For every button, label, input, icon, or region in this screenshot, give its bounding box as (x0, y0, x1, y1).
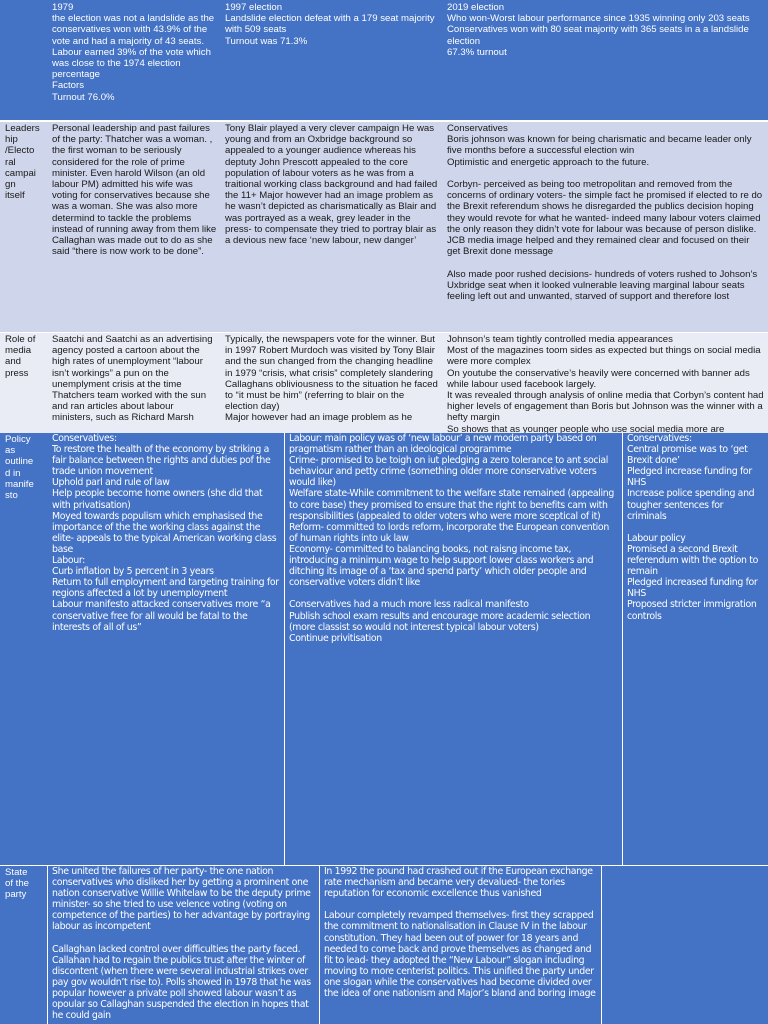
state-2019 (602, 866, 768, 1024)
state-row-label: State of the party (0, 866, 47, 1024)
policy-1979: Conservatives: To restore the health of the economy by striking a fair balance between the rights and duties pof the trade union movement Uphold parl and rule of law Help people become home owners (she did that with privatisation) Moyed towards populism which emphasised the importance of the the working class against the elite- appeals to the typical American working class base Labour: Curb inflation by 5 percent in 3 years Return to full employment and targeting training for regions affected a lot by unemployment Labour manifesto attacked conservatives more “a conservative free for all would be fatal to the interests of all of us” (48, 433, 284, 865)
header-2019: 2019 election Who won-Worst labour performance since 1935 winning only 203 seats Conservatives won with 80 seat majority with 365 seats in a a landslide election 67.3% turnout (443, 0, 768, 120)
policy-2019: Conservatives: Central promise was to ‘get Brexit done’ Pledged increase funding for NHS Increase police spending and tougher sentences for criminals Labour policy Promised a second Brexit referendum with the option to remain Pledged increased funding for NHS Proposed stricter immigration controls (623, 433, 768, 865)
leadership-2019: Conservatives Boris johnson was known for being charismatic and became leader only five months before a successful election win Optimistic and energetic approach to the future. Corbyn- perceived as being too metropolitan and removed from the concerns of ordinary voters- the simple fact he promised if elected to re do the Brexit referendum shows he disregarded the publics decision hoping they would revote for what he wanted- indeed many labour voters claimed the only reason they didn’t vote for labour was because of person dislike. JCB media image helped and they remained clear and focused on their get Brexit done message Also made poor rushed decisions- hundreds of voters rushed to Johson’s Uxbridge seat when it looked vulnerable leaving marginal labour seats feeling left out and unwanted, starved of support and therefore lost (443, 122, 768, 332)
policy-row-label: Policy as outline d in manife sto (0, 433, 48, 865)
leadership-1997: Tony Blair played a very clever campaign He was young and from an Oxbridge background so appealed to a younger audience whereas his deptuty John Prescott appealed to the core population of labour voters as he was from a traitional working class background and had failed the 11+ Major however had an image problem as he wasn’t depicted as charismatically as Blair and was portrayed as a weak, grey leader in the press- to compensate they tried to portray blair as a devious new face ‘new labour, new danger’ (221, 122, 443, 332)
media-row-label: Role of media and press (0, 333, 48, 433)
leadership-row-label: Leaders hip /Electo ral campai gn itself (0, 122, 48, 332)
state-1979: She united the failures of her party- the one nation conservatives who disliked her by getting a prominent one nation conservative Willie Whitelaw to be the deputy prime minister- so she tried to use velence voting (voting on competence of the parties) to her advantage by portraying labour as incompetent Callaghan lacked control over difficulties the party faced. Callahan had to regain the publics trust after the winter of discontent (when there were several industrial strikes over pay gov wouldn’t rise to). Polls showed in 1978 that he was popular however a private poll showed labour wasn’t as opoular so Callaghan suspended the election in hopes that he could gain (48, 866, 319, 1024)
state-1997: In 1992 the pound had crashed out if the European exchange rate mechanism and became very devalued- the tories reputation for economic excellence thus vanished Labour completely revamped themselves- first they scrapped the commitment to nationalisation in Clause IV in the labour constitution. They had been out of power for 18 years and needed to come back and prove themselves as changed and fit to lead- they adopted the “New Labour” slogan including moving to more centerist politics. This unified the party under one slogan while the conservatives had become divided over the idea of one nationism and Major’s bland and boring image (320, 866, 601, 1024)
media-1979: Saatchi and Saatchi as an advertising agency posted a cartoon about the high rates of unemployment “labour isn’t workings” a pun on the unemplyment crisis at the time Thatchers team worked with the sun and ran articles about labour ministers, such as Richard Marsh (48, 333, 221, 433)
policy-1997: Labour: main policy was of ‘new labour’ a new modern party based on pragmatism rather than an ideological programme Crime- promised to be toigh on iut pledging a zero tolerance to ant social behaviour and petty crime (something older more conservative voters would like) Welfare state-While commitment to the welfare state remained (appealing to core base) they promised to ensure that the right to benefits cam with responsibilities (appealed to older voters who were more sceptical of it) Reform- committed to lords reform, incorporate the European convention of human rights into uk law Economy- committed to balancing books, not raisng income tax, introducing a minimum wage to help support lower class workers and ditching its image of a ‘tax and spend party’ which older people and conservative voters didn’t like Conservatives had a much more less radical manifesto Publish school exam results and encourage more academic selection (more classist so would not interest typical labour voters) Continue privitisation (285, 433, 622, 865)
leadership-1979: Personal leadership and past failures of the party: Thatcher was a woman. , the first woman to be seriously considered for the role of prime minister. Even harold Wilson (an old labour PM) admitted his wife was voting for conservatives because she was a woman. She was also more determind to tackle the problems instead of running away from them like Callaghan was made out to do as she said “there is now work to be done”. (48, 122, 221, 332)
media-2019: Johnson’s team tightly controlled media appearances Most of the magazines toom sides as expected but things on social media were more complex On youtube the conservative’s heavily were concerned with banner ads while labour used facebook largely. It was revealed through analysis of online media that Corbyn’s content had higher levels of engagement than Boris but Johnson was the winner with a hefty margin So shows that as younger people who use social media more are (443, 333, 768, 433)
header-1979: 1979 the election was not a landslide as the conservatives won with 43.9% of the vote and had a majority of 43 seats. Labour earned 39% of the vote which was close to the 1974 election percentage Factors Turnout 76.0% (48, 0, 221, 120)
header-1997: 1997 election Landslide election defeat with a 179 seat majority with 509 seats Turnout was 71.3% (221, 0, 443, 120)
header-corner (0, 0, 48, 120)
media-1997: Typically, the newspapers vote for the winner. But in 1997 Robert Murdoch was visited by Tony Blair and the sun changed from the changing headline in 1979 “crisis, what crisis” completely slandering Callaghans obliviousness to the situation he faced to “it must be him” (referring to blair on the election day) Major however had an image problem as he (221, 333, 443, 433)
